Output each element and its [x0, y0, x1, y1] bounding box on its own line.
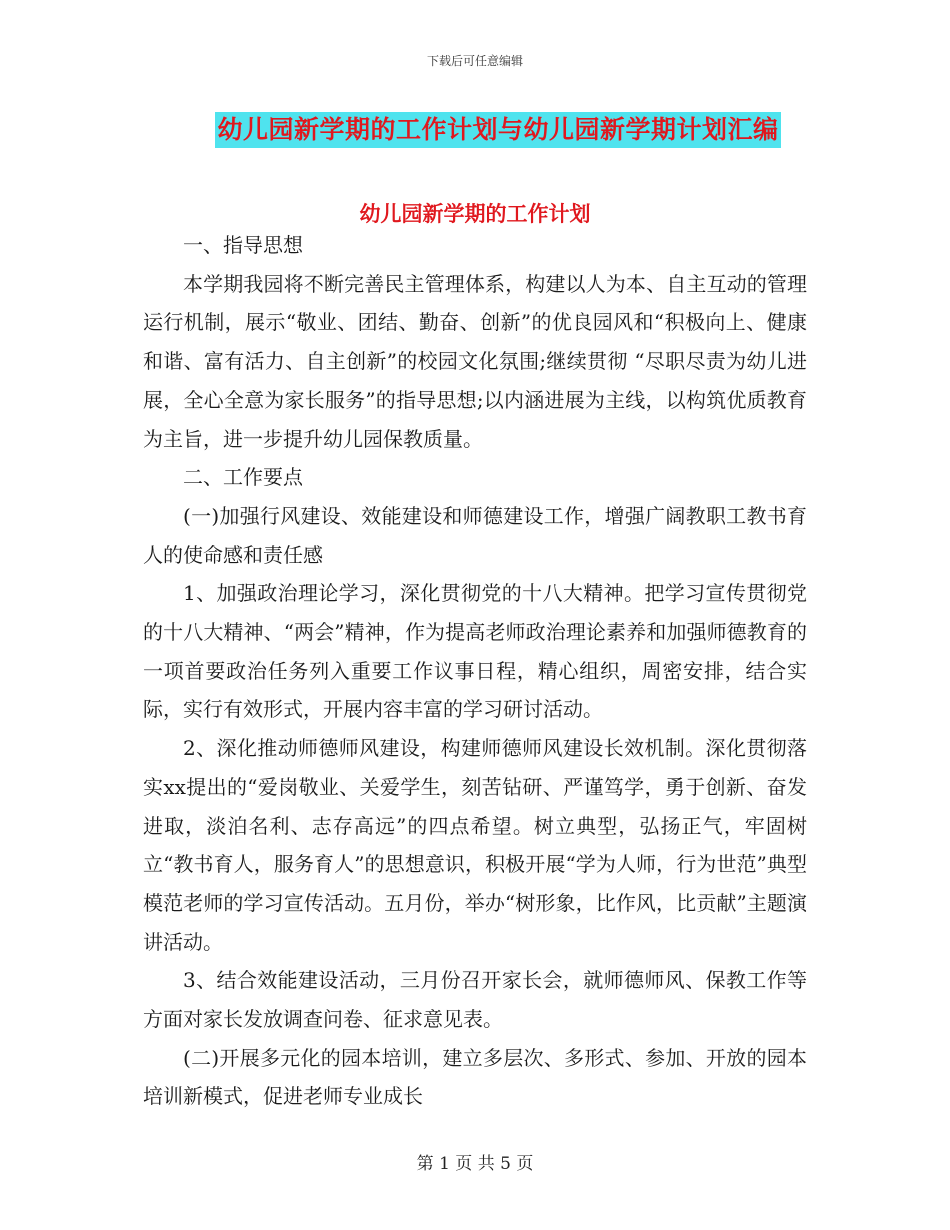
paragraph-heading-2: 二、工作要点	[183, 465, 303, 490]
paragraph: (二)开展多元化的园本培训，建立多层次、多形式、参加、开放的园本培训新模式，促进老师专业成长	[143, 1045, 807, 1109]
paragraph: (一)加强行风建设、效能建设和师德建设工作，增强广阔教职工教书育人的使命感和责任感	[143, 503, 807, 567]
page-header-note: 下载后可任意编辑	[426, 54, 523, 68]
paragraph: 本学期我园将不断完善民主管理体系，构建以人为本、自主互动的管理运行机制，展示“敬业、团结、勤奋、创新”的优良园风和“积极向上、健康和谐、富有活力、自主创新”的校园文化氛围;继续贯彻 “尽职尽责为幼儿进展，全心全意为家长服务”的指导思想;以内涵进展为主线，以构筑优质教育为主旨，进一步提升幼儿园保教质量。	[143, 271, 807, 451]
sub-title: 幼儿园新学期的工作计划	[359, 201, 591, 226]
document-body	[143, 226, 807, 1116]
paragraph: 2、深化推动师德师风建设，构建师德师风建设长效机制。深化贯彻落实xx提出的“爱岗敬业、关爱学生，刻苦钻研、严谨笃学，勇于创新、奋发进取，淡泊名利、志存高远”的四点希望。树立典型，弘扬正气，牢固树立“教书育人，服务育人”的思想意识，积极开展“学为人师，行为世范”典型模范老师的学习宣传活动。五月份，举办“树形象，比作风，比贡献”主题演讲活动。	[143, 736, 807, 954]
page-footer-number: 第 1 页 共 5 页	[416, 1154, 534, 1174]
main-title: 幼儿园新学期的工作计划与幼儿园新学期计划汇编	[215, 112, 780, 148]
main-title-wrapper	[0, 112, 950, 148]
paragraph-heading-1: 一、指导思想	[183, 233, 303, 257]
paragraph: 1、加强政治理论学习，深化贯彻党的十八大精神。把学习宣传贯彻党的十八大精神、“两会”精神，作为提高老师政治理论素养和加强师德教育的一项首要政治任务列入重要工作议事日程，精心组织，周密安排，结合实际，实行有效形式，开展内容丰富的学习研讨活动。	[143, 581, 807, 722]
paragraph: 3、结合效能建设活动，三月份召开家长会，就师德师风、保教工作等方面对家长发放调查问卷、征求意见表。	[143, 968, 807, 1032]
